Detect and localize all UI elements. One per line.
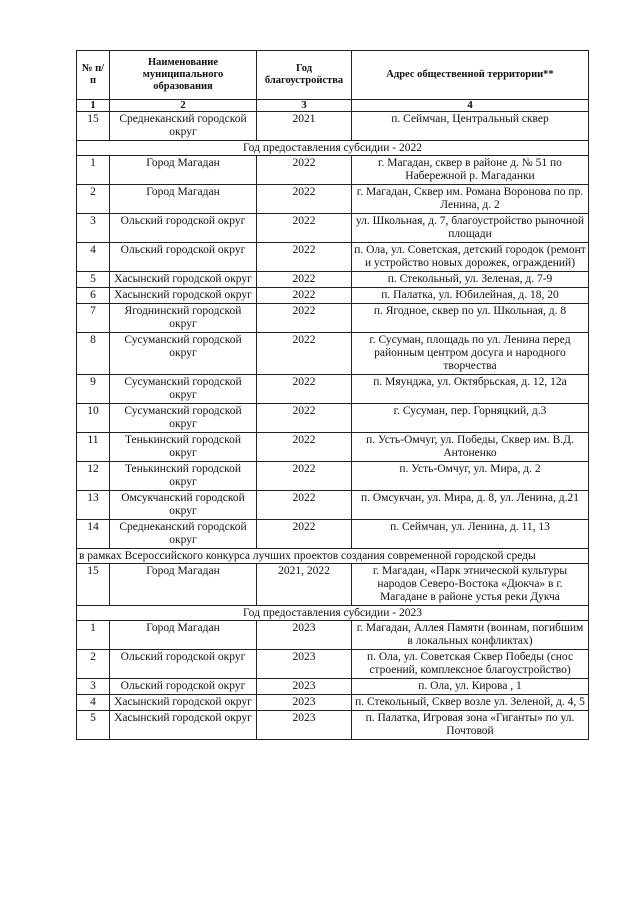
territory-address: г. Магадан, сквер в районе д. № 51 по Набережной р. Магаданки bbox=[352, 156, 589, 185]
territory-address: п. Мяунджа, ул. Октябрьская, д. 12, 12а bbox=[352, 375, 589, 404]
section-heading: Год предоставления субсидии - 2022 bbox=[77, 141, 589, 156]
territory-address: ул. Школьная, д. 7, благоустройство рыночной площади bbox=[352, 214, 589, 243]
territory-address: г. Магадан, Сквер им. Романа Воронова по пр. Ленина, д. 2 bbox=[352, 185, 589, 214]
row-number: 11 bbox=[77, 433, 110, 462]
improvement-year: 2022 bbox=[257, 433, 352, 462]
improvement-year: 2022 bbox=[257, 243, 352, 272]
territory-address: п. Усть-Омчуг, ул. Победы, Сквер им. В.Д. Антоненко bbox=[352, 433, 589, 462]
table-row bbox=[77, 214, 589, 243]
improvement-year: 2023 bbox=[257, 695, 352, 711]
header-number: № п/п bbox=[77, 51, 110, 100]
row-number: 2 bbox=[77, 185, 110, 214]
municipality-name: Ольский городской округ bbox=[110, 679, 257, 695]
table-row bbox=[77, 564, 589, 606]
column-index: 2 bbox=[110, 100, 257, 112]
table-row bbox=[77, 375, 589, 404]
municipality-name: Ольский городской округ bbox=[110, 214, 257, 243]
municipality-name: Хасынский городской округ bbox=[110, 695, 257, 711]
header-address: Адрес общественной территории** bbox=[352, 51, 589, 100]
section-heading: в рамках Всероссийского конкурса лучших проектов создания современной городской среды bbox=[77, 549, 589, 564]
column-index: 3 bbox=[257, 100, 352, 112]
table-row bbox=[77, 156, 589, 185]
improvement-year: 2022 bbox=[257, 288, 352, 304]
improvement-year: 2022 bbox=[257, 156, 352, 185]
territory-address: п. Стекольный, ул. Зеленая, д. 7-9 bbox=[352, 272, 589, 288]
municipality-name: Город Магадан bbox=[110, 156, 257, 185]
territory-address: г. Сусуман, площадь по ул. Ленина перед районным центром досуга и народного творчества bbox=[352, 333, 589, 375]
table-row bbox=[77, 112, 589, 141]
improvement-year: 2023 bbox=[257, 621, 352, 650]
column-index: 4 bbox=[352, 100, 589, 112]
territory-address: п. Палатка, Игровая зона «Гиганты» по ул. Почтовой bbox=[352, 711, 589, 740]
table-row bbox=[77, 333, 589, 375]
row-number: 3 bbox=[77, 679, 110, 695]
header-municipality: Наименование муниципального образования bbox=[110, 51, 257, 100]
table-row bbox=[77, 185, 589, 214]
municipality-name: Хасынский городской округ bbox=[110, 272, 257, 288]
municipality-name: Хасынский городской округ bbox=[110, 288, 257, 304]
section-heading-row bbox=[77, 141, 589, 156]
row-number: 3 bbox=[77, 214, 110, 243]
municipality-name: Ольский городской округ bbox=[110, 650, 257, 679]
table-row bbox=[77, 404, 589, 433]
municipality-name: Город Магадан bbox=[110, 621, 257, 650]
municipality-name: Тенькинский городской округ bbox=[110, 462, 257, 491]
row-number: 15 bbox=[77, 112, 110, 141]
municipality-name: Город Магадан bbox=[110, 564, 257, 606]
table-body bbox=[77, 100, 589, 740]
improvement-year: 2022 bbox=[257, 272, 352, 288]
improvement-year: 2022 bbox=[257, 404, 352, 433]
improvement-year: 2023 bbox=[257, 679, 352, 695]
territory-address: г. Сусуман, пер. Горняцкий, д.3 bbox=[352, 404, 589, 433]
territory-address: п. Сеймчан, ул. Ленина, д. 11, 13 bbox=[352, 520, 589, 549]
table-row bbox=[77, 491, 589, 520]
section-heading: Год предоставления субсидии - 2023 bbox=[77, 606, 589, 621]
municipality-name: Омсукчанский городской округ bbox=[110, 491, 257, 520]
row-number: 8 bbox=[77, 333, 110, 375]
improvement-year: 2022 bbox=[257, 185, 352, 214]
improvement-year: 2022 bbox=[257, 375, 352, 404]
improvement-year: 2023 bbox=[257, 711, 352, 740]
improvement-year: 2022 bbox=[257, 333, 352, 375]
municipality-name: Среднеканский городской округ bbox=[110, 112, 257, 141]
row-number: 15 bbox=[77, 564, 110, 606]
row-number: 13 bbox=[77, 491, 110, 520]
table-row bbox=[77, 243, 589, 272]
table-row bbox=[77, 288, 589, 304]
municipality-name: Ольский городской округ bbox=[110, 243, 257, 272]
row-number: 4 bbox=[77, 695, 110, 711]
territory-address: п. Палатка, ул. Юбилейная, д. 18, 20 bbox=[352, 288, 589, 304]
table-header-row bbox=[77, 51, 589, 100]
row-number: 1 bbox=[77, 156, 110, 185]
territory-address: п. Омсукчан, ул. Мира, д. 8, ул. Ленина, д.21 bbox=[352, 491, 589, 520]
table-row bbox=[77, 520, 589, 549]
table-row bbox=[77, 304, 589, 333]
column-index-row bbox=[77, 100, 589, 112]
row-number: 1 bbox=[77, 621, 110, 650]
table-row bbox=[77, 433, 589, 462]
territory-address: п. Ола, ул. Советская Сквер Победы (снос строений, комплексное благоустройство) bbox=[352, 650, 589, 679]
row-number: 12 bbox=[77, 462, 110, 491]
improvement-year: 2022 bbox=[257, 491, 352, 520]
row-number: 10 bbox=[77, 404, 110, 433]
territory-address: п. Стекольный, Сквер возле ул. Зеленой, д. 4, 5 bbox=[352, 695, 589, 711]
table-row bbox=[77, 650, 589, 679]
row-number: 4 bbox=[77, 243, 110, 272]
row-number: 2 bbox=[77, 650, 110, 679]
municipality-name: Среднеканский городской округ bbox=[110, 520, 257, 549]
improvement-year: 2022 bbox=[257, 520, 352, 549]
row-number: 7 bbox=[77, 304, 110, 333]
table-row bbox=[77, 462, 589, 491]
territory-address: п. Усть-Омчуг, ул. Мира, д. 2 bbox=[352, 462, 589, 491]
table-row bbox=[77, 695, 589, 711]
row-number: 5 bbox=[77, 272, 110, 288]
table-row bbox=[77, 679, 589, 695]
row-number: 14 bbox=[77, 520, 110, 549]
table-row bbox=[77, 621, 589, 650]
table-row bbox=[77, 272, 589, 288]
row-number: 5 bbox=[77, 711, 110, 740]
improvement-year: 2021, 2022 bbox=[257, 564, 352, 606]
territory-address: г. Магадан, Аллея Памяти (воинам, погибшим в локальных конфликтах) bbox=[352, 621, 589, 650]
municipality-name: Город Магадан bbox=[110, 185, 257, 214]
municipality-name: Сусуманский городской округ bbox=[110, 375, 257, 404]
improvement-year: 2023 bbox=[257, 650, 352, 679]
improvement-year: 2022 bbox=[257, 214, 352, 243]
municipality-name: Хасынский городской округ bbox=[110, 711, 257, 740]
municipality-name: Сусуманский городской округ bbox=[110, 404, 257, 433]
improvement-year: 2022 bbox=[257, 304, 352, 333]
improvement-year: 2021 bbox=[257, 112, 352, 141]
header-year: Год благоустройства bbox=[257, 51, 352, 100]
section-heading-row bbox=[77, 549, 589, 564]
public-territories-table bbox=[76, 50, 589, 740]
territory-address: г. Магадан, «Парк этнической культуры народов Северо-Востока «Дюкча» в г. Магадане в районе устья реки Дукча bbox=[352, 564, 589, 606]
territory-address: п. Ола, ул. Советская, детский городок (ремонт и устройство новых дорожек, ограждений) bbox=[352, 243, 589, 272]
section-heading-row bbox=[77, 606, 589, 621]
column-index: 1 bbox=[77, 100, 110, 112]
improvement-year: 2022 bbox=[257, 462, 352, 491]
row-number: 9 bbox=[77, 375, 110, 404]
territory-address: п. Ягодное, сквер по ул. Школьная, д. 8 bbox=[352, 304, 589, 333]
territory-address: п. Ола, ул. Кирова , 1 bbox=[352, 679, 589, 695]
row-number: 6 bbox=[77, 288, 110, 304]
municipality-name: Тенькинский городской округ bbox=[110, 433, 257, 462]
municipality-name: Ягоднинский городской округ bbox=[110, 304, 257, 333]
territory-address: п. Сеймчан, Центральный сквер bbox=[352, 112, 589, 141]
table-row bbox=[77, 711, 589, 740]
municipality-name: Сусуманский городской округ bbox=[110, 333, 257, 375]
